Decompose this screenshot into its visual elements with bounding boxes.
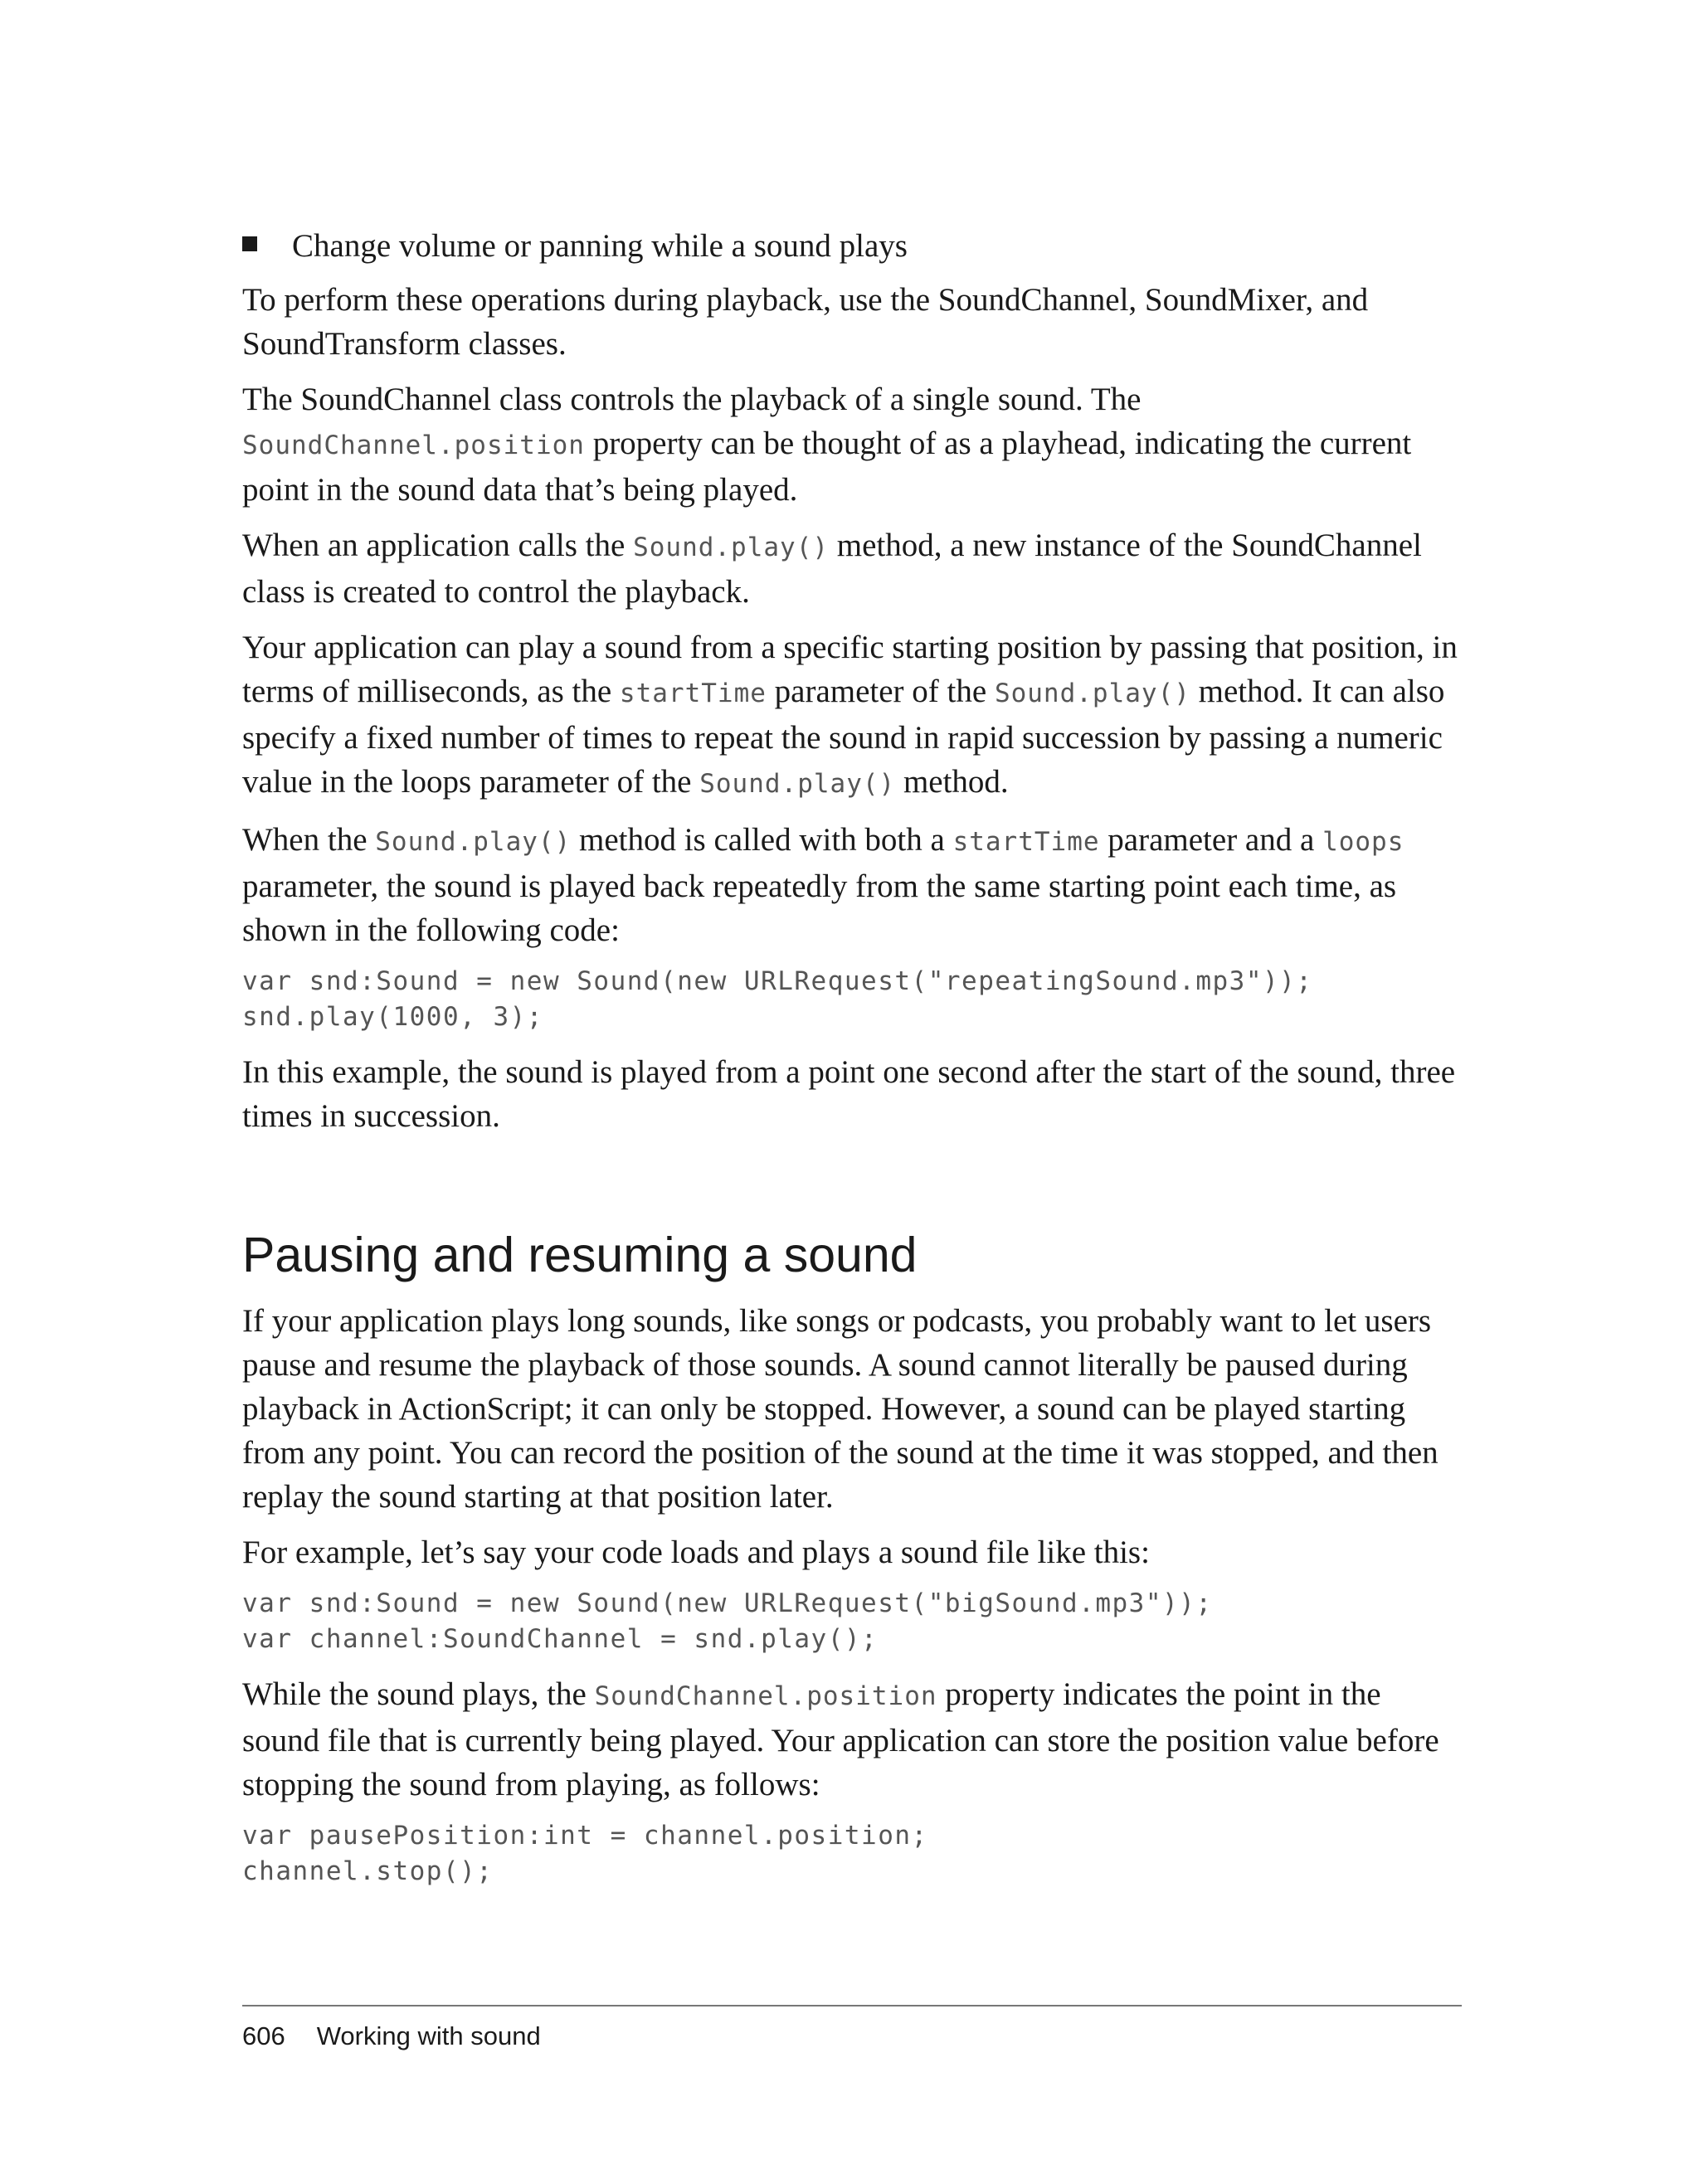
text-segment: property indicates the point in the sound file that is currently being played. Your application can store the position value before stopping the sound from playing, as follows: bbox=[242, 1676, 1439, 1802]
code-line: var snd:Sound = new Sound(new URLRequest("repeatingSound.mp3")); bbox=[242, 966, 1313, 996]
paragraph-5 bbox=[242, 818, 1462, 952]
inline-code: SoundChannel.position bbox=[242, 430, 585, 460]
paragraph-7: If your application plays long sounds, like songs or podcasts, you probably want to let users pause and resume the playback of those sounds. A sound cannot literally be paused during playback in ActionScript; it can only be stopped. However, a sound can be played starting from any point. You can record the position of the sound at the time it was stopped, and then replay the sound starting at that position later. bbox=[242, 1303, 1439, 1515]
paragraph-4 bbox=[242, 625, 1462, 806]
footer-text bbox=[242, 2021, 1462, 2051]
inline-code: loops bbox=[1322, 827, 1404, 857]
text-segment: When an application calls the bbox=[242, 528, 634, 563]
bullet-item bbox=[242, 224, 1462, 268]
code-line: var snd:Sound = new Sound(new URLRequest("bigSound.mp3")); bbox=[242, 1588, 1213, 1618]
inline-code: SoundChannel.position bbox=[594, 1681, 937, 1711]
inline-code: startTime bbox=[952, 827, 1100, 857]
paragraph-6: In this example, the sound is played from a point one second after the start of the sound, three times in succession. bbox=[242, 1054, 1456, 1134]
paragraph-8: For example, let’s say your code loads and plays a sound file like this: bbox=[242, 1535, 1150, 1570]
page-footer bbox=[242, 2005, 1462, 2051]
bullet-text: Change volume or panning while a sound plays bbox=[292, 228, 908, 264]
inline-code: Sound.play() bbox=[633, 533, 830, 562]
code-line: var pausePosition:int = channel.position; bbox=[242, 1821, 928, 1851]
chapter-title: Working with sound bbox=[316, 2021, 541, 2050]
inline-code: Sound.play() bbox=[994, 679, 1190, 708]
paragraph-3 bbox=[242, 523, 1462, 614]
text-segment: When the bbox=[242, 822, 376, 858]
code-line: var channel:SoundChannel = snd.play(); bbox=[242, 1624, 879, 1654]
text-segment: parameter and a bbox=[1099, 822, 1323, 858]
text-segment: Your application can play a sound from a specific starting position by passing that position, in terms of milliseconds, as the bbox=[242, 630, 1458, 709]
text-segment: property can be thought of as a playhead, indicating the current point in the sound data that’s being played. bbox=[242, 426, 1412, 508]
inline-code: startTime bbox=[619, 679, 767, 708]
text-segment: The SoundChannel class controls the playback of a single sound. The bbox=[242, 382, 1142, 417]
section-heading: Pausing and resuming a sound bbox=[242, 1228, 918, 1282]
code-line: snd.play(1000, 3); bbox=[242, 1002, 543, 1032]
code-block-3 bbox=[242, 1818, 1462, 1890]
code-line: channel.stop(); bbox=[242, 1856, 494, 1886]
footer-divider bbox=[242, 2005, 1462, 2006]
paragraph-9 bbox=[242, 1672, 1462, 1807]
text-segment: parameter of the bbox=[766, 674, 995, 709]
paragraph-2 bbox=[242, 377, 1462, 512]
paragraph-1: To perform these operations during playback, use the SoundChannel, SoundMixer, and SoundTransform classes. bbox=[242, 282, 1369, 362]
text-segment: method. It can also specify a fixed number of times to repeat the sound in rapid succession by passing a numeric value in the loops parameter of the bbox=[242, 674, 1445, 800]
page-number: 606 bbox=[242, 2021, 285, 2050]
inline-code: Sound.play() bbox=[375, 827, 572, 857]
text-segment: method. bbox=[895, 764, 1009, 800]
page-content bbox=[242, 224, 1462, 1904]
text-segment: While the sound plays, the bbox=[242, 1676, 595, 1712]
text-segment: method, a new instance of the SoundChannel class is created to control the playback. bbox=[242, 528, 1422, 610]
code-block-1 bbox=[242, 964, 1462, 1035]
square-bullet-icon bbox=[242, 236, 257, 251]
text-segment: method is called with both a bbox=[571, 822, 953, 858]
code-block-2 bbox=[242, 1586, 1462, 1657]
inline-code: Sound.play() bbox=[699, 769, 896, 799]
text-segment: parameter, the sound is played back repeatedly from the same starting point each time, as shown in the following code: bbox=[242, 868, 1397, 948]
